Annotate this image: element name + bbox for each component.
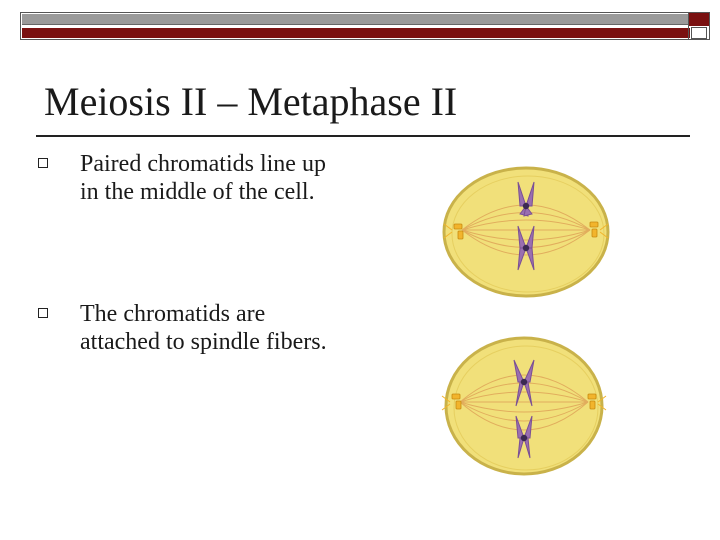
bullet-text: The chromatids are attached to spindle fibers. <box>80 301 327 355</box>
bullet-text: Paired chromatids line up in the middle of the cell. <box>80 151 326 205</box>
top-decorative-red-band <box>22 28 690 38</box>
title-underline <box>36 135 690 137</box>
top-corner-ornament <box>688 13 708 39</box>
cell-illustration-bottom <box>440 330 610 485</box>
top-decorative-gray-band <box>22 14 688 25</box>
metaphase-cell-icon <box>440 160 615 300</box>
square-bullet-icon <box>38 308 48 318</box>
cell-illustration-top <box>440 160 615 305</box>
square-bullet-icon <box>38 158 48 168</box>
metaphase-cell-icon <box>440 330 610 480</box>
slide-title: Meiosis II – Metaphase II <box>44 79 458 124</box>
